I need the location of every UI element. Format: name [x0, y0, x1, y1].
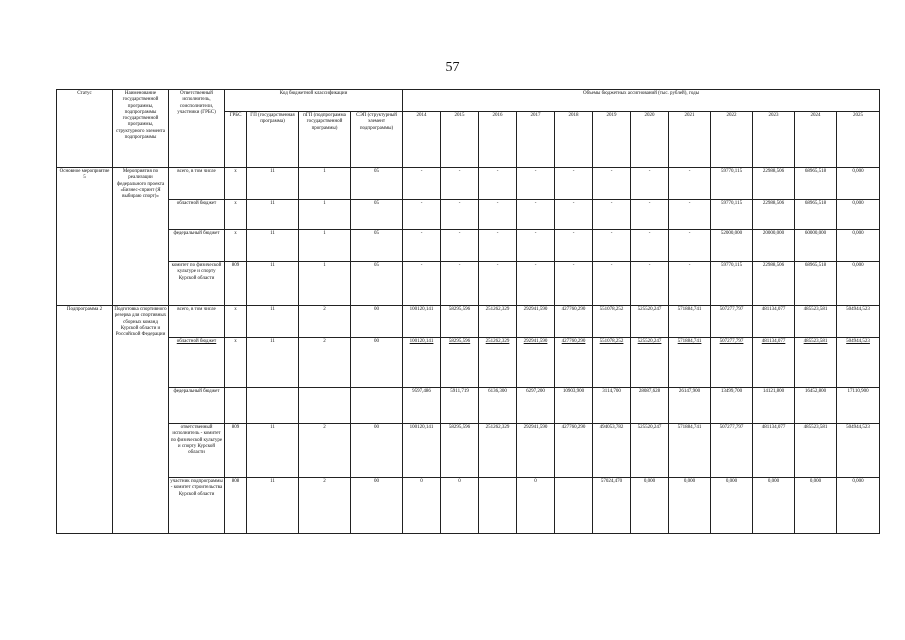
value-cell: - [517, 200, 555, 230]
grbs-cell: х [225, 200, 247, 230]
name-cell: Мероприятия по реализации федерального проекта «Бизнес-спринт (Я выбираю спорт)» [113, 168, 169, 306]
table-row [57, 388, 880, 424]
value-cell: - [631, 200, 669, 230]
page-number: 57 [445, 60, 460, 75]
header-executor: Ответственный исполнитель, соисполнители, участники (ГРБС) [169, 90, 225, 168]
value-cell: 60000,000 [795, 230, 837, 262]
header-year: 2021 [669, 112, 711, 168]
value-cell: 427760,290 [555, 424, 593, 478]
name-cell: Подготовка спортивного резерва для спортивных сборных команд Курской области и Российской Федерации [113, 306, 169, 534]
grbs-cell: 809 [225, 424, 247, 478]
value-cell: 22988,506 [753, 168, 795, 200]
value-cell: - [479, 200, 517, 230]
value-cell: 22988,506 [753, 200, 795, 230]
value-cell: 507277,797 [711, 306, 753, 338]
value-cell: 292941,590 [517, 306, 555, 338]
value-cell: - [517, 262, 555, 306]
value-cell: 0,000 [631, 478, 669, 534]
status-cell: Основное мероприятие 5 [57, 168, 113, 306]
value-cell: 0,000 [837, 262, 880, 306]
value-cell: - [441, 262, 479, 306]
header-name: Наименование государственной программы, подпрограммы государственной программы, структурного элемента подпрограммы [113, 90, 169, 168]
header-year: 2022 [711, 112, 753, 168]
value-cell: 57024,470 [593, 478, 631, 534]
grbs-cell: х [225, 168, 247, 200]
value-cell: 68965,518 [795, 168, 837, 200]
header-pgp: пГП (подпрограмма государственной программы) [299, 112, 351, 168]
gp-cell: 11 [247, 168, 299, 200]
pgp-cell: 1 [299, 230, 351, 262]
value-cell: 13499,700 [711, 388, 753, 424]
value-cell: - [593, 200, 631, 230]
value-cell: 494053,782 [593, 424, 631, 478]
pgp-cell: 1 [299, 262, 351, 306]
executor-cell: участник подпрограммы - комитет строительства Курской области [169, 478, 225, 534]
value-cell: - [441, 200, 479, 230]
executor-cell: федеральный бюджет [169, 388, 225, 424]
header-year: 2016 [479, 112, 517, 168]
value-cell: - [593, 262, 631, 306]
value-cell: 22988,506 [753, 262, 795, 306]
value-cell: 504944,523 [837, 338, 880, 388]
table-row [57, 262, 880, 306]
header-year: 2019 [593, 112, 631, 168]
value-cell: - [555, 262, 593, 306]
executor-cell: всего, в том числе [169, 168, 225, 200]
table-row [57, 230, 880, 262]
header-budget-volumes: Объемы бюджетных ассигнований (тыс. рублей), годы [403, 90, 880, 112]
sep-cell: 05 [351, 200, 403, 230]
grbs-cell: 808 [225, 478, 247, 534]
value-cell: 507277,797 [711, 424, 753, 478]
header-year: 2014 [403, 112, 441, 168]
pgp-cell: 2 [299, 338, 351, 388]
grbs-cell: 809 [225, 262, 247, 306]
executor-cell: областной бюджет [169, 200, 225, 230]
value-cell: 26147,900 [669, 388, 711, 424]
executor-cell: комитет по физической культуре и спорту Курской области [169, 262, 225, 306]
grbs-cell: х [225, 306, 247, 338]
value-cell: 504944,523 [837, 424, 880, 478]
value-cell: 251262,329 [479, 424, 517, 478]
value-cell: 58295,596 [441, 338, 479, 388]
table-row [57, 306, 880, 338]
value-cell: - [479, 262, 517, 306]
sep-cell: 00 [351, 424, 403, 478]
value-cell: 507277,797 [711, 338, 753, 388]
value-cell: 504944,523 [837, 306, 880, 338]
header-year: 2018 [555, 112, 593, 168]
header-year: 2017 [517, 112, 555, 168]
gp-cell [247, 388, 299, 424]
sep-cell: 00 [351, 478, 403, 534]
gp-cell: 11 [247, 424, 299, 478]
value-cell: 485523,581 [795, 338, 837, 388]
grbs-cell [225, 388, 247, 424]
pgp-cell: 2 [299, 478, 351, 534]
value-cell: 0,000 [837, 200, 880, 230]
status-cell: Подпрограмма 2 [57, 306, 113, 534]
value-cell: 0,000 [837, 478, 880, 534]
pgp-cell: 1 [299, 200, 351, 230]
grbs-cell: х [225, 338, 247, 388]
value-cell: 6297,200 [517, 388, 555, 424]
value-cell: 100120,141 [403, 424, 441, 478]
value-cell: 0,000 [837, 168, 880, 200]
gp-cell: 11 [247, 262, 299, 306]
table-row [57, 478, 880, 534]
value-cell: 551078,252 [593, 338, 631, 388]
value-cell: 481134,077 [753, 306, 795, 338]
value-cell: 481134,077 [753, 338, 795, 388]
value-cell: - [441, 230, 479, 262]
value-cell: - [403, 168, 441, 200]
value-cell: - [403, 200, 441, 230]
value-cell: 0,000 [753, 478, 795, 534]
sep-cell: 05 [351, 230, 403, 262]
value-cell: 59770,115 [711, 262, 753, 306]
header-sep: СЭП (структурный элемент подпрограммы) [351, 112, 403, 168]
value-cell [555, 478, 593, 534]
executor-cell: областной бюджет [169, 338, 225, 388]
grbs-cell: х [225, 230, 247, 262]
value-cell: 551078,252 [593, 306, 631, 338]
value-cell: 14121,800 [753, 388, 795, 424]
value-cell: 52000,000 [711, 230, 753, 262]
gp-cell: 11 [247, 306, 299, 338]
table-row [57, 168, 880, 200]
value-cell: 481134,077 [753, 424, 795, 478]
header-year: 2023 [753, 112, 795, 168]
gp-cell: 11 [247, 200, 299, 230]
value-cell: 58295,596 [441, 306, 479, 338]
header-year: 2015 [441, 112, 479, 168]
value-cell: 10903,900 [555, 388, 593, 424]
gp-cell: 11 [247, 230, 299, 262]
value-cell: - [403, 230, 441, 262]
table-row [57, 200, 880, 230]
value-cell: 0 [403, 478, 441, 534]
value-cell: - [441, 168, 479, 200]
value-cell: 68965,518 [795, 262, 837, 306]
header-budget-code: Код бюджетной классификации [225, 90, 403, 112]
value-cell: - [631, 230, 669, 262]
value-cell: 292941,590 [517, 338, 555, 388]
value-cell: - [555, 200, 593, 230]
header-grbs: ГРБС [225, 112, 247, 168]
gp-cell: 11 [247, 338, 299, 388]
value-cell: 0,000 [795, 478, 837, 534]
value-cell: 571884,741 [669, 424, 711, 478]
value-cell: 20000,000 [753, 230, 795, 262]
value-cell: - [593, 230, 631, 262]
value-cell: 0,000 [711, 478, 753, 534]
value-cell: 525520,247 [631, 306, 669, 338]
value-cell: 6136,300 [479, 388, 517, 424]
sep-cell: 05 [351, 168, 403, 200]
sep-cell [351, 388, 403, 424]
value-cell [479, 478, 517, 534]
header-status: Статус [57, 90, 113, 168]
value-cell: 3114,700 [593, 388, 631, 424]
value-cell: 100120,141 [403, 306, 441, 338]
sep-cell: 05 [351, 262, 403, 306]
value-cell: - [403, 262, 441, 306]
pgp-cell [299, 388, 351, 424]
budget-table [56, 89, 880, 534]
value-cell: - [669, 200, 711, 230]
value-cell: 0 [441, 478, 479, 534]
value-cell: 571884,741 [669, 306, 711, 338]
value-cell: 59770,115 [711, 200, 753, 230]
value-cell: 9597,486 [403, 388, 441, 424]
value-cell: 16452,800 [795, 388, 837, 424]
value-cell: - [517, 168, 555, 200]
value-cell: 17110,900 [837, 388, 880, 424]
value-cell: 58295,596 [441, 424, 479, 478]
value-cell: - [479, 230, 517, 262]
value-cell: - [593, 168, 631, 200]
value-cell: 0,000 [837, 230, 880, 262]
executor-cell: федеральный бюджет [169, 230, 225, 262]
sep-cell: 00 [351, 338, 403, 388]
value-cell: 5911,719 [441, 388, 479, 424]
executor-cell: всего, в том числе [169, 306, 225, 338]
value-cell: 251262,329 [479, 338, 517, 388]
pgp-cell: 2 [299, 424, 351, 478]
value-cell: 571884,741 [669, 338, 711, 388]
value-cell: - [631, 262, 669, 306]
sep-cell: 00 [351, 306, 403, 338]
value-cell: 485523,581 [795, 306, 837, 338]
value-cell: - [517, 230, 555, 262]
value-cell: 485523,581 [795, 424, 837, 478]
value-cell: - [669, 262, 711, 306]
header-gp: ГП (государственная программа) [247, 112, 299, 168]
value-cell: 427760,290 [555, 338, 593, 388]
table-row [57, 338, 880, 388]
value-cell: - [669, 168, 711, 200]
value-cell: 100120,141 [403, 338, 441, 388]
value-cell: 525520,247 [631, 424, 669, 478]
gp-cell: 11 [247, 478, 299, 534]
value-cell: - [631, 168, 669, 200]
pgp-cell: 1 [299, 168, 351, 200]
value-cell: 0 [517, 478, 555, 534]
value-cell: 525520,247 [631, 338, 669, 388]
table-row [57, 424, 880, 478]
value-cell: 292941,590 [517, 424, 555, 478]
value-cell: 0,000 [669, 478, 711, 534]
executor-cell: ответственный исполнитель - комитет по физической культуре и спорту Курской области [169, 424, 225, 478]
value-cell: - [669, 230, 711, 262]
pgp-cell: 2 [299, 306, 351, 338]
value-cell: 59770,115 [711, 168, 753, 200]
header-year: 2025 [837, 112, 880, 168]
value-cell: 28087,628 [631, 388, 669, 424]
header-year: 2024 [795, 112, 837, 168]
value-cell: 251262,329 [479, 306, 517, 338]
value-cell: - [555, 168, 593, 200]
header-year: 2020 [631, 112, 669, 168]
value-cell: - [555, 230, 593, 262]
value-cell: 427760,290 [555, 306, 593, 338]
value-cell: 68965,518 [795, 200, 837, 230]
value-cell: - [479, 168, 517, 200]
